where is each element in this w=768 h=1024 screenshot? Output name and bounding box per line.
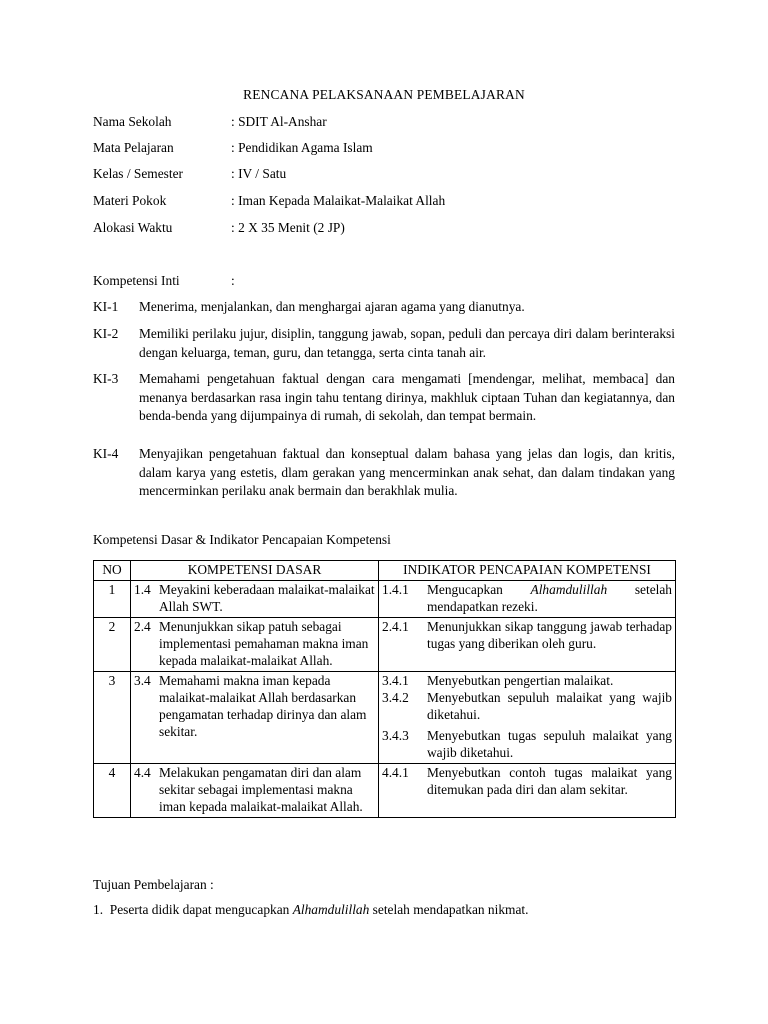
row-no: 3 xyxy=(94,672,131,764)
header-indicator: INDIKATOR PENCAPAIAN KOMPETENSI xyxy=(379,561,676,581)
table-row xyxy=(94,618,676,672)
tujuan-item xyxy=(93,902,528,918)
indicator-number: 4.4.1 xyxy=(382,765,409,780)
indicator-text: Menunjukkan sikap tanggung jawab terhadap tugas yang diberikan oleh guru. xyxy=(427,619,672,651)
kd-number: 4.4 xyxy=(134,765,151,780)
identity-label: Materi Pokok xyxy=(93,193,167,208)
kd-cell xyxy=(131,672,379,764)
table-header-row xyxy=(94,561,676,581)
ki-item xyxy=(93,370,675,426)
indicator-number: 3.4.2 xyxy=(382,690,409,705)
kd-text: Menunjukkan sikap patuh sebagai implementasi pemahaman makna iman kepada malaikat-malaikat Allah. xyxy=(159,619,369,668)
kd-cell xyxy=(131,618,379,672)
indicator-item xyxy=(382,689,672,723)
kd-cell xyxy=(131,581,379,618)
ki-heading-label: Kompetensi Inti xyxy=(93,273,180,288)
table-row xyxy=(94,581,676,618)
indicator-item xyxy=(382,618,672,652)
indicator-text: Menyebutkan sepuluh malaikat yang wajib diketahui. xyxy=(427,690,672,722)
ki-text: Menerima, menjalankan, dan menghargai ajaran agama yang dianutnya. xyxy=(139,299,525,314)
indicator-cell xyxy=(379,581,676,618)
identity-value: : Pendidikan Agama Islam xyxy=(231,140,373,155)
indicator-item xyxy=(382,581,672,615)
kd-text: Memahami makna iman kepada malaikat-malaikat Allah berdasarkan pengamatan terhadap dirinya dan alam sekitar. xyxy=(159,673,367,739)
indicator-text xyxy=(427,581,672,615)
indicator-cell xyxy=(379,618,676,672)
identity-label: Kelas / Semester xyxy=(93,166,183,181)
indicator-item xyxy=(382,672,672,689)
ki-code: KI-1 xyxy=(93,299,119,314)
ki-text: Memiliki perilaku jujur, disiplin, tanggung jawab, sopan, peduli dan percaya diri dalam berinteraksi dengan keluarga, teman, guru, dan tetangga, serta cinta tanah air. xyxy=(139,326,675,360)
header-no: NO xyxy=(94,561,131,581)
tujuan-text xyxy=(110,902,529,917)
identity-value: : 2 X 35 Menit (2 JP) xyxy=(231,220,345,235)
indicator-text: Menyebutkan tugas sepuluh malaikat yang wajib diketahui. xyxy=(427,728,672,760)
indicator-text-part: Mengucapkan xyxy=(427,582,531,597)
row-no: 1 xyxy=(94,581,131,618)
kd-cell xyxy=(131,764,379,818)
tujuan-text-italic: Alhamdulillah xyxy=(292,902,370,917)
identity-label: Alokasi Waktu xyxy=(93,220,173,235)
identity-label: Nama Sekolah xyxy=(93,114,172,129)
identity-value: : SDIT Al-Anshar xyxy=(231,114,327,129)
table-row xyxy=(94,764,676,818)
identity-label: Mata Pelajaran xyxy=(93,140,174,155)
ki-heading xyxy=(93,273,235,289)
table-row xyxy=(94,672,676,764)
indicator-text: Menyebutkan pengertian malaikat. xyxy=(427,673,614,688)
kd-number: 3.4 xyxy=(134,673,151,688)
ki-heading-colon: : xyxy=(231,273,235,288)
ki-item xyxy=(93,325,675,362)
kd-table xyxy=(93,560,676,818)
document-title: RENCANA PELAKSANAAN PEMBELAJARAN xyxy=(243,87,525,102)
tujuan-number: 1. xyxy=(93,902,104,917)
ki-item xyxy=(93,445,675,501)
kd-text: Meyakini keberadaan malaikat-malaikat Allah SWT. xyxy=(159,582,375,614)
indicator-text-part: setelah mendapatkan rezeki. xyxy=(427,582,673,614)
indicator-cell xyxy=(379,764,676,818)
ki-code: KI-4 xyxy=(93,446,119,461)
tujuan-text-part: setelah mendapatkan nikmat. xyxy=(369,902,529,917)
ki-text: Menyajikan pengetahuan faktual dan konseptual dalam bahasa yang jelas dan logis, dan kritis, dalam karya yang estetis, dlam gerakan yang mencerminkan anak sehat, dan dalam tindakan yang mencerminkan perilaku anak bermain dan berakhlak mulia. xyxy=(139,446,675,498)
indicator-number: 1.4.1 xyxy=(382,582,409,597)
ki-code: KI-3 xyxy=(93,371,119,386)
indicator-number: 3.4.1 xyxy=(382,673,409,688)
indicator-item xyxy=(382,764,672,798)
indicator-number: 2.4.1 xyxy=(382,619,409,634)
ki-text: Memahami pengetahuan faktual dengan cara mengamati [mendengar, melihat, membaca] dan menanya berdasarkan rasa ingin tahu tentang dirinya, makhluk ciptaan Tuhan dan kegiatannya, dan benda-benda yang dijumpainya di rumah, di sekolah, dan tempat bermain. xyxy=(139,371,675,423)
indicator-text: Menyebutkan contoh tugas malaikat yang ditemukan pada diri dan alam sekitar. xyxy=(427,765,672,797)
ki-code: KI-2 xyxy=(93,326,119,341)
ki-item xyxy=(93,298,675,317)
kd-text: Melakukan pengamatan diri dan alam sekitar sebagai implementasi makna iman kepada malaikat-malaikat Allah. xyxy=(159,765,363,814)
indicator-text-italic: Alhamdulillah xyxy=(530,582,608,597)
indicator-number: 3.4.3 xyxy=(382,728,409,743)
tujuan-text-part: Peserta didik dapat mengucapkan xyxy=(109,902,293,917)
identity-value: : Iman Kepada Malaikat-Malaikat Allah xyxy=(231,193,446,208)
indicator-item xyxy=(382,727,672,761)
kd-heading: Kompetensi Dasar & Indikator Pencapaian Kompetensi xyxy=(93,532,391,547)
row-no: 2 xyxy=(94,618,131,672)
row-no: 4 xyxy=(94,764,131,818)
kd-number: 1.4 xyxy=(134,582,151,597)
indicator-cell xyxy=(379,672,676,764)
identity-value: : IV / Satu xyxy=(231,166,287,181)
tujuan-heading: Tujuan Pembelajaran : xyxy=(93,877,214,892)
kd-number: 2.4 xyxy=(134,619,151,634)
header-kd: KOMPETENSI DASAR xyxy=(131,561,379,581)
